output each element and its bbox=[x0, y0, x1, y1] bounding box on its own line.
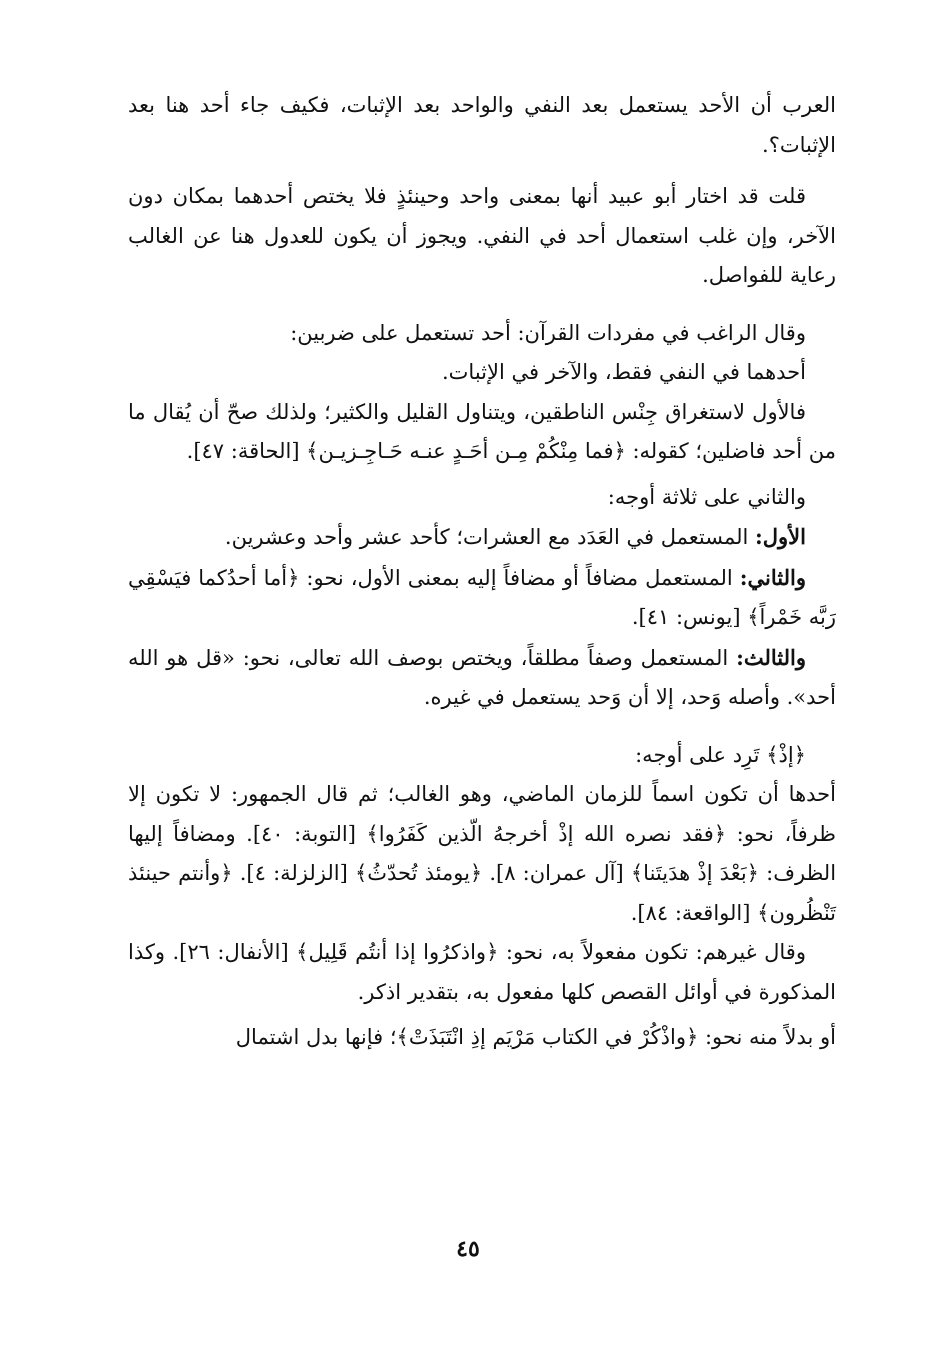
paragraph-lead: الأول: bbox=[755, 524, 806, 549]
paragraph-text: ﴿إذْ﴾ تَرِد على أوجه: bbox=[635, 742, 806, 767]
paragraph-text: وقال غيرهم: تكون مفعولاً به، نحو: ﴿واذكرُوا إذا أنتُم قَلِيل﴾ [الأنفال: ٢٦]. وكذا المذكورة في أوائل القصص كلها مفعول به، بتقدير اذكر. bbox=[128, 940, 836, 1004]
paragraph-text: أحدهما في النفي فقط، والآخر في الإثبات. bbox=[441, 360, 806, 384]
paragraph-lead: والثالث: bbox=[736, 644, 806, 670]
paragraph-idh-badal bbox=[128, 1018, 836, 1058]
paragraph-first-aspect bbox=[128, 517, 836, 558]
paragraph-idh-first bbox=[128, 775, 836, 933]
paragraph-second-aspect bbox=[128, 558, 836, 638]
paragraph-text: المستعمل مضافاً أو مضافاً إليه بمعنى الأول، نحو: ﴿أما أحدُكما فيَسْقِي رَبَّه خَمْراً﴾ [يونس: ٤١]. bbox=[128, 565, 836, 629]
paragraph-text: أو بدلاً منه نحو: ﴿واذْكُرْ في الكتاب مَرْيَم إذِ انْتَبَذَتْ﴾؛ فإنها بدل اشتمال bbox=[235, 1025, 836, 1049]
paragraph-text: قلت قد اختار أبو عبيد أنها بمعنى واحد وحينئذٍ فلا يختص أحدهما بمكان دون الآخر، وإن غلب استعمال أحد في النفي. ويجوز أن يكون للعدول هنا عن الغالب رعاية للفواصل. bbox=[128, 184, 836, 287]
paragraph-continuation bbox=[128, 86, 836, 165]
page-number: ٤٥ bbox=[456, 1236, 480, 1262]
paragraph-two-types bbox=[128, 353, 836, 393]
paragraph-second-type bbox=[128, 478, 836, 518]
paragraph-text: فالأول لاستغراق جِنْس الناطقين، ويتناول القليل والكثير؛ ولذلك صحّ أن يُقال ما من أحد فاضلين؛ كقوله: ﴿فما مِنْكُمْ مِـن أحَـدٍ عنـه حَـاجِـزيـن﴾ [الحاقة: ٤٧]. bbox=[128, 399, 836, 463]
paragraph-raghib-quote bbox=[128, 314, 836, 354]
paragraph-text: المستعمل في العَدَد مع العشرات؛ كأحد عشر وأحد وعشرين. bbox=[224, 525, 749, 549]
paragraph-first-type bbox=[128, 393, 836, 472]
paragraph-text: العرب أن الأحد يستعمل بعد النفي والواحد بعد الإثبات، فكيف جاء أحد هنا بعد الإثبات؟. bbox=[128, 93, 836, 157]
paragraph-answer bbox=[128, 177, 836, 296]
paragraph-text: المستعمل وصفاً مطلقاً، ويختص بوصف الله تعالى، نحو: «قل هو الله أحد». وأصله وَحد، إلا أن وَحد يستعمل في غيره. bbox=[128, 645, 836, 709]
paragraph-third-aspect bbox=[128, 638, 836, 718]
paragraph-idh-heading bbox=[128, 736, 836, 776]
paragraph-text: وقال الراغب في مفردات القرآن: أحد تستعمل على ضربين: bbox=[290, 320, 806, 345]
paragraph-text: والثاني على ثلاثة أوجه: bbox=[607, 484, 806, 509]
paragraph-lead: والثاني: bbox=[739, 564, 806, 590]
paragraph-idh-object bbox=[128, 933, 836, 1012]
paragraph-text: أحدها أن تكون اسماً للزمان الماضي، وهو الغالب؛ ثم قال الجمهور: لا تكون إلا ظرفاً، نحو: ﴿فقد نصره الله إذْ أخرجهُ الّذين كَفَرُوا﴾ [التوبة: ٤٠]. ومضافاً إليها الظرف: ﴿بَعْدَ إذْ هدَيتَنا﴾ [آل عمران: ٨]. ﴿يومئذ تُحدّثُ﴾ [الزلزلة: ٤]. ﴿وأنتم حينئذ تَنْظُرون﴾ [الواقعة: ٨٤]. bbox=[128, 782, 837, 925]
